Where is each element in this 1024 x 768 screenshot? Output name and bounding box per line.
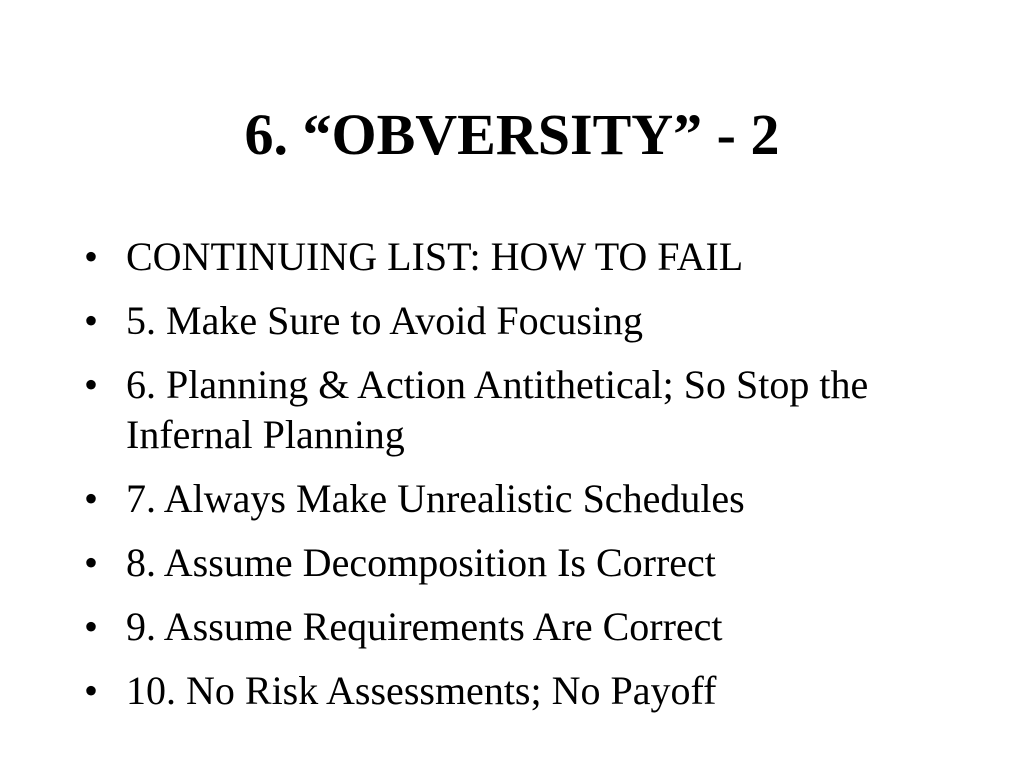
- bullet-icon: •: [84, 234, 99, 279]
- bullet-list: [84, 232, 944, 730]
- bullet-text: 5. Make Sure to Avoid Focusing: [126, 298, 644, 343]
- bullet-text: 9. Assume Requirements Are Correct: [126, 604, 723, 649]
- bullet-text: 7. Always Make Unrealistic Schedules: [126, 476, 745, 521]
- bullet-text: CONTINUING LIST: HOW TO FAIL: [126, 234, 744, 279]
- bullet-item: [84, 232, 944, 282]
- bullet-icon: •: [84, 668, 99, 713]
- bullet-icon: •: [84, 540, 99, 585]
- bullet-text: 10. No Risk Assessments; No Payoff: [126, 668, 717, 713]
- bullet-icon: •: [84, 476, 99, 521]
- bullet-item: [84, 474, 944, 524]
- bullet-item: [84, 602, 944, 652]
- bullet-text: 8. Assume Decomposition Is Correct: [126, 540, 716, 585]
- bullet-icon: •: [84, 604, 99, 649]
- bullet-item: [84, 296, 944, 346]
- bullet-item: [84, 360, 944, 460]
- bullet-item: [84, 666, 944, 716]
- bullet-icon: •: [84, 298, 99, 343]
- slide-title: 6. “OBVERSITY” - 2: [244, 102, 780, 167]
- bullet-icon: •: [84, 362, 99, 407]
- bullet-item: [84, 538, 944, 588]
- bullet-text: 6. Planning & Action Antithetical; So Stop the Infernal Planning: [126, 362, 869, 457]
